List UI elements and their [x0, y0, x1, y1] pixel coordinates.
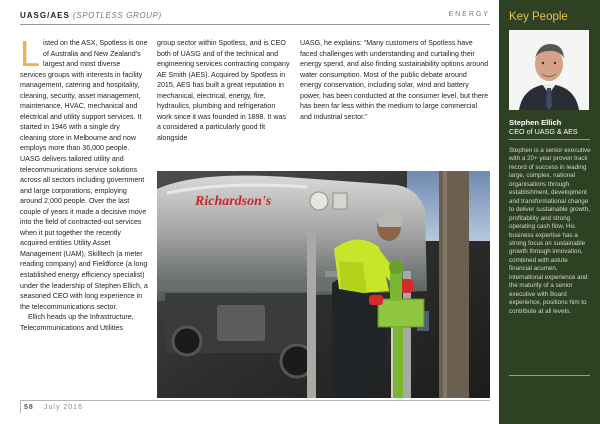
drop-cap: L	[20, 33, 41, 74]
sidebar-title: Key People	[509, 11, 568, 23]
article-paragraph-1	[20, 33, 148, 312]
article-column-2	[157, 38, 291, 143]
article-column-2-text: group sector within Spotless, and is CEO both of UASG and of the technical and engineering services contracting company AE Smith (AES). Acquired by Spotless in 2015, AES has built a great reputation in mechanical, electrical, energy, fire, hydraulics, plumbing and refrigeration work since it was founded in 1898. It was a considered a particularly good fit alongside	[157, 39, 290, 142]
worker-at-tanker-illustration	[157, 171, 490, 398]
publication-brand	[20, 11, 162, 20]
key-people-sidebar	[499, 0, 600, 424]
sidebar-divider-bottom	[509, 375, 590, 376]
person-portrait	[509, 30, 589, 110]
article-body-text: diverse services groups with interests in facility management, catering and hospitality, cleaning, security, asset management, maintenance, HVAC, mechanical and electrical and utility support services. It started in 1946 with a single dry cleaning store in Melbourne and now employs more than 36,000 people. UASG delivers tailored utility and telecommunications service solutions across all sectors including government and large corporations, employing around 2,000 people. Over the last couple of years it made a decisive move into the field of contracted-out services when it put together the recently acquired entities Utility Asset Management (UAM), Skilltech (a meter reading company) and Fieldforce (a long established energy efficiency specialist) under the leadership of Stephen Ellich, a seasoned CEO with long experience in the telecommunications sector.	[20, 60, 148, 311]
article-lead-text: isted on the ASX, Spotless is one of Australia and New Zealand’s largest and most	[43, 39, 148, 69]
tanker-logo-text: Richardson's	[195, 194, 272, 209]
brand-subtitle: (SPOTLESS GROUP)	[73, 11, 162, 20]
brand-name: UASG/AES	[20, 11, 70, 20]
article-column-3-text: UASG, he explains: “Many customers of Spotless have faced challenges with understanding and curtailing their energy spend, and also finding sustainability options around water consumption. Most of the public debate around energy conservation, including solar, wind and battery power, has been conducted at the consumer level, but there has been far less within the medium to large commercial and industrial sector.”	[300, 39, 489, 121]
page-number: 58	[24, 404, 34, 411]
article-column-1	[20, 33, 148, 333]
article-paragraph-2: Ellich heads up the Infrastructure, Telecommunications and Utilities	[20, 313, 134, 332]
person-bio: Stephen is a senior executive with a 20+ year proven track record of success in leading large, complex, national organisations through establishment, development and transformational change to deliver sustainable growth, profitability and strong operating cash flow. His business expertise has a strong focus on sustainable growth through innovation, combined with astute financial acumen, international experience and the maturity of a senior executive with Board experience, positions him to contribute at all levels.	[509, 147, 591, 315]
section-label: ENERGY	[448, 11, 490, 18]
person-role: CEO of UASG & AES	[509, 127, 578, 136]
article-photo	[157, 171, 490, 398]
portrait-illustration	[509, 30, 589, 110]
tanker-logo	[194, 194, 272, 209]
page-footer	[20, 400, 490, 415]
article-column-3	[300, 38, 490, 122]
sidebar-divider-top	[509, 139, 590, 140]
footer-divider	[20, 401, 21, 413]
page-header	[20, 8, 490, 25]
person-name: Stephen Ellich	[509, 118, 562, 127]
issue-date: July 2016	[44, 404, 83, 411]
